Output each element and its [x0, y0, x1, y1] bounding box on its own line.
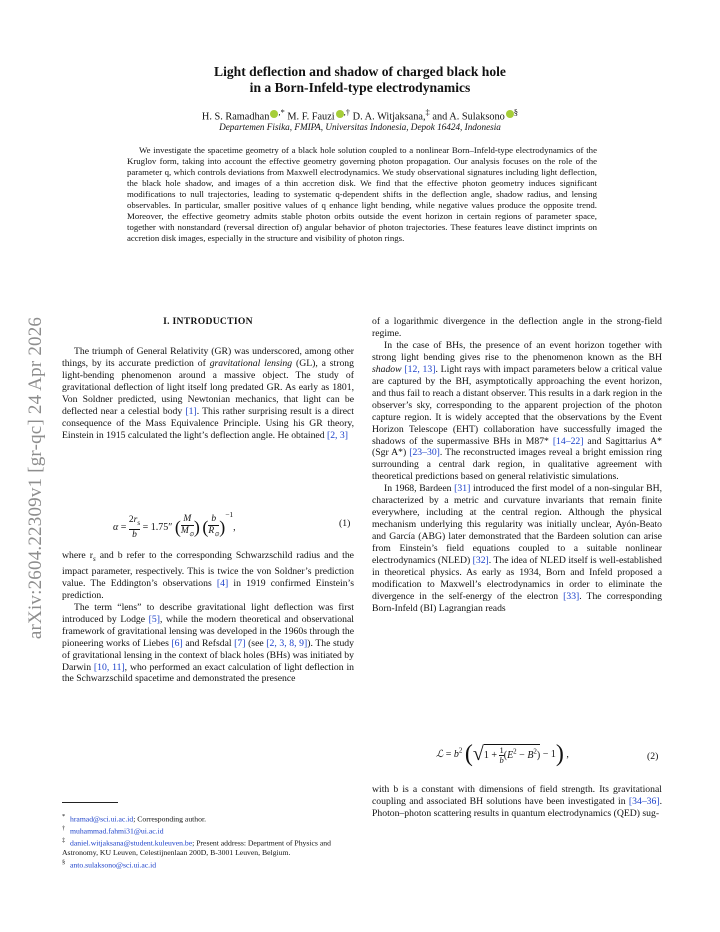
orcid-icon[interactable] [336, 110, 344, 118]
arxiv-stamp: arXiv:2604.22309v1 [gr-qc] 24 Apr 2026 [25, 316, 46, 640]
equation-2: ℒ = $b^2$ (√1 + $\frac{1}{b}$ $(E^2 - B^2) - 1$) , [436, 741, 569, 767]
citation-link[interactable]: [10, 11] [93, 661, 125, 673]
right-column-text: of a logarithmic divergence in the deflection angle in the strong-field regime. In the case of BHs, the presence of an event horizon together with strong light bending gives rise to the phenomenon known as the BH shadow [12, 13]. Light rays with impact parameters below a critical value are captured by the BH, asymptotically approaching the event horizon, and thus fail to reach a distant observer. This results in a dark region in the observer’s sky, corresponding to the apparent projection of the photon capture region. It is widely accepted that the observations by the Event Horizon Telescope (EHT) collaboration have successfully imaged the shadows of the supermassive BHs in M87* [14–22] and Sagittarius A* (Sgr A*) [23–30]. The reconstructed images reveal a bright emission ring surrounding a central dark region, in qualitative agreement with theoretical predictions based on general relativistic simulations. In 1968, Bardeen [31] introduced the first model of a non-singular BH, characterized by a metric and curvature invariants that remain finite everywhere, including at the central region. Although the physical mechanism underlying this regularity was initially unclear, Ayón-Beato and García (ABG) later demonstrated that the Bardeen solution can arise from Einstein’s field equations coupled to a suitable nonlinear electrodynamics (NLED) [32]. The idea of NLED itself is well-established in theoretical physics. As early as 1934, Born and Infeld proposed a modification to Maxwell’s electrodynamics in order to eliminate the divergence in the self-energy of the electron [33]. The corresponding Born-Infeld (BI) Lagrangian reads [372, 316, 663, 614]
citation-link[interactable]: [4] [216, 577, 229, 589]
citation-link[interactable]: [2, 3, 8, 9] [266, 637, 308, 649]
right-column-text-bottom: with b is a constant with dimensions of field strength. Its gravitational coupling and associated BH solutions have been investigated in [34–36]. Photon–photon scattering results in quantum electrodynamics (QED) sug- [372, 784, 662, 819]
citation-link[interactable]: [32] [472, 555, 489, 567]
orcid-icon[interactable] [506, 110, 514, 118]
paper-title: Light deflection and shadow of charged black hole in a Born-Infeld-type electrodynamics [214, 64, 506, 95]
email-link[interactable]: hramad@sci.ui.ac.id [70, 814, 134, 824]
citation-link[interactable]: [31] [454, 483, 471, 495]
equation-1: α = $\frac{2r_s}{b}$ = 1.75″ ( $\frac{M}{M_⊙}$ ) ( $\frac{b}{R_⊙}$ )$^{-1}$, [113, 510, 236, 540]
citation-link[interactable]: [1] [185, 405, 197, 417]
equation-number: (1) [339, 518, 351, 529]
citation-link[interactable]: [33] [563, 590, 580, 602]
footnotes: * hramad@sci.ui.ac.id; Corresponding author. † muhammad.fahmi31@ui.ac.id ‡ daniel.witjaksana@student.kuleuven.be; Present address: Department of Physics and Astronomy, KU Leuven, Celestijnenlaan 200D, B-3001 Leuven, Belgium. § anto.sulaksono@sci.ui.ac.id [62, 813, 331, 870]
email-link[interactable]: muhammad.fahmi31@ui.ac.id [70, 826, 164, 836]
abstract: We investigate the spacetime geometry of a black hole solution coupled to a nonlinear Born–Infeld-type electrodynamics of the Kruglov form, taking into account the effective geometry governing photon propagation. Our analysis focuses on the role of the parameter q, which controls deviations from Maxwell electrodynamics. We study observational signatures including light deflection, the black hole shadow, and images of a thin accretion disk. We find that the effective photon geometry induces significant modifications to null trajectories, leading to systematic q-dependent shifts in the deflection angle, shadow radius, and lensing observables. In particular, smaller positive values of q enhance light bending, while negative values produce the opposite trend. Moreover, the effective geometry admits stable photon orbits outside the event horizon in certain regions of parameter space, together with nonstandard (reversal direction of) angular behavior of photon trajectories. These features leave distinct imprints on accretion disk images, especially in the structure and visibility of photon rings. [127, 145, 597, 244]
citation-link[interactable]: [23–30] [409, 447, 440, 459]
citation-link[interactable]: [34–36] [628, 795, 660, 807]
citation-link[interactable]: [6] [171, 637, 183, 649]
left-column-para-1: The triumph of General Relativity (GR) was underscored, among other things, by its accurate prediction of gravitational lensing (GL), a strong light-bending phenomenon around a massive object. The study of gravitational deflection of light itself long predated GR. As early as 1801, Von Soldner predicted, using Newtonian mechanics, that light can be deflected near a celestial body [1]. This rather surprising result is a direct consequence of the Mass Equivalence Principle. Using his GR theory, Einstein in 1915 calculated the light’s deflection angle. He obtained [2, 3] [62, 346, 354, 441]
citation-link[interactable]: [2, 3] [326, 429, 348, 441]
affiliation: Departemen Fisika, FMIPA, Universitas Indonesia, Depok 16424, Indonesia [219, 122, 501, 132]
equation-number: (2) [647, 751, 659, 762]
author-list: H. S. Ramadhan ,* M. F. Fauzi ,† D. A. Witjaksana,‡ and A. Sulaksono § [201, 107, 519, 123]
email-link[interactable]: daniel.witjaksana@student.kuleuven.be [70, 838, 193, 848]
citation-link[interactable]: [14–22] [552, 435, 584, 447]
section-heading: I. INTRODUCTION [163, 316, 253, 327]
email-link[interactable]: anto.sulaksono@sci.ui.ac.id [70, 860, 157, 870]
citation-link[interactable]: [7] [234, 637, 246, 649]
citation-link[interactable]: [5] [148, 613, 160, 625]
citation-link[interactable]: [12, 13] [404, 363, 436, 375]
left-column-para-2: where $r_s$ and b refer to the corresponding Schwarzschild radius and the impact parameter, respectively. This is twice the von Soldner’s prediction value. The Eddington’s observations [4] in 1919 confirmed Einstein’s prediction. The term “lens” to describe gravitational light deflection was first introduced by Lodge [5], while the modern theoretical and observational framework of gravitational lensing was developed in the 1960s through the pioneering works of Liebes [6] and Refsdal [7] (see [2, 3, 8, 9]). The study of gravitational lensing in the context of black holes (BHs) was initiated by Darwin [10, 11], who performed an exact calculation of light deflection in the Schwarzschild spacetime and demonstrated the presence [62, 550, 355, 685]
footnote-rule [62, 802, 118, 803]
